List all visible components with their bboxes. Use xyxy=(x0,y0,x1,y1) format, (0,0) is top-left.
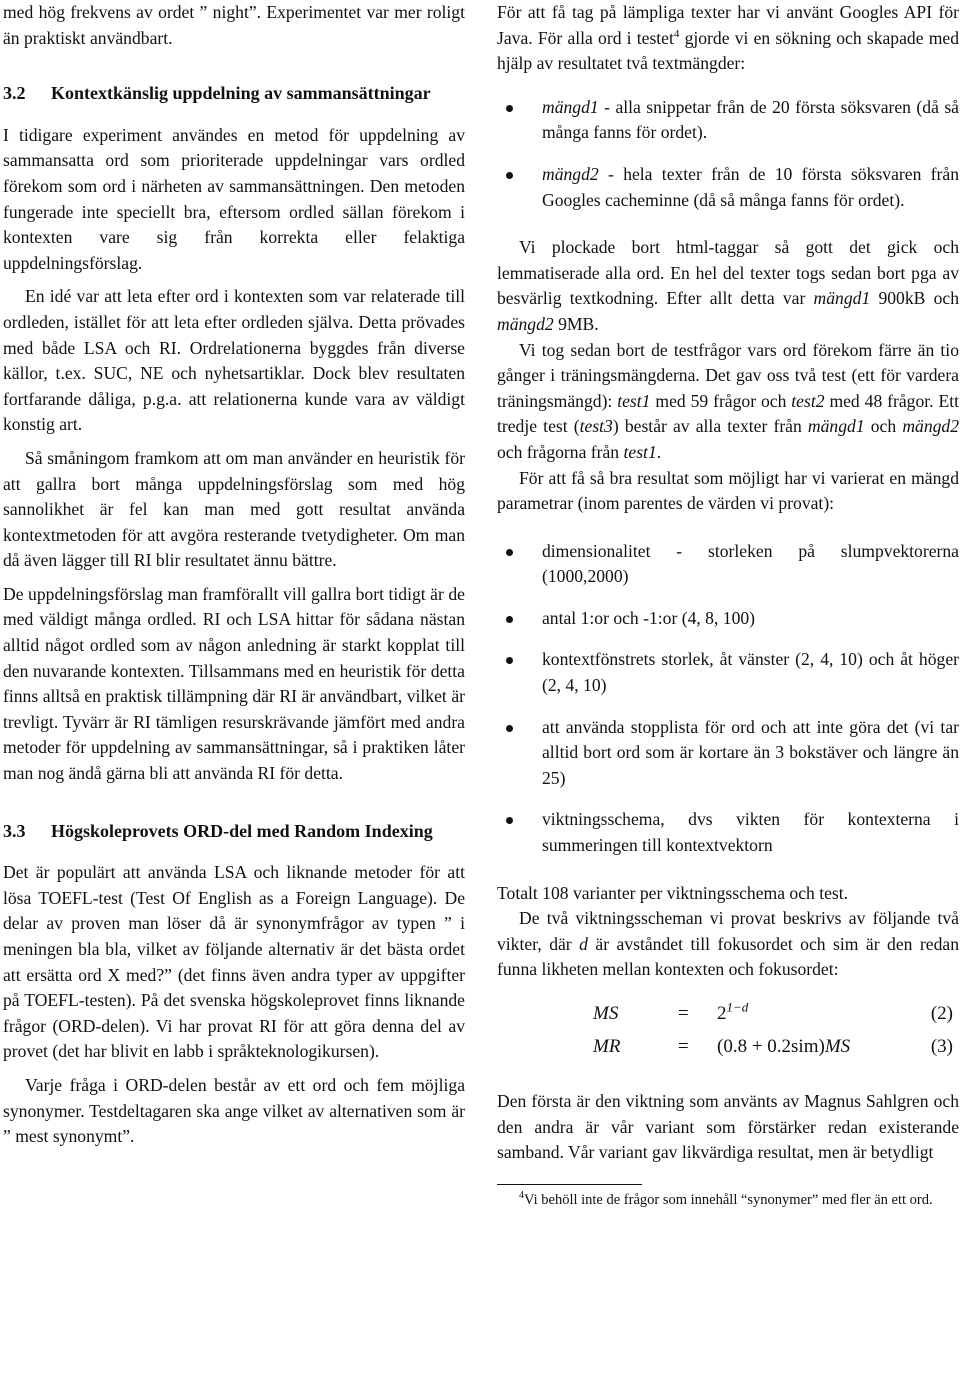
text-set-list xyxy=(497,95,959,213)
left-column xyxy=(3,0,465,1150)
bullet-icon xyxy=(506,657,513,664)
equation-number: (3) xyxy=(930,1036,953,1057)
list-item: dimensionalitet - storleken på slumpvektorerna (1000,2000) xyxy=(497,539,959,590)
paragraph: Vi plockade bort html-taggar så gott det gick och lemmatiserade alla ord. En hel del texter togs sedan bort pga av besvärlig textkodning. Efter allt detta var mängd1 900kB och mängd2 9MB. xyxy=(497,237,960,334)
list-item: mängd2 - hela texter från de 10 första söksvaren från Googles cacheminne (då så många fanns för ordet). xyxy=(497,162,959,213)
paragraph: En idé var att leta efter ord i kontexten som var relaterade till ordleden, istället för att leta efter ordleden själva. Detta prövades med både LSA och RI. Ordrelationerna byggdes från diverse källor, t.ex. SUC, NE och nyhetsartiklar. Dock blev resultaten fortfarande dåliga, p.g.a. att relationerna kunde vara av väldigt konstig art. xyxy=(3,286,465,435)
footnote-marker: 4 xyxy=(673,27,680,40)
paragraph: I tidigare experiment användes en metod för uppdelning av sammansatta ord som prioriterade uppdelningar vars ordled förekom som ord i närheten av sammansättningen. Den metoden fungerade inte speciellt bra, eftersom ordled sällan förekom i kontexten vare sig från korrekta eller felaktiga uppdelningsförslag. xyxy=(3,124,465,273)
paragraph: Så småningom framkom att om man använder en heuristik för att gallra bort många uppdelningsförslag som med hög sannolikhet är fel kan man med gott resultat använda kontextmetoden för att avgöra resterande tvetydigheter. Om man då även lägger till RI blir resultatet ännu bättre. xyxy=(3,447,465,571)
section-number: 3.2 xyxy=(3,83,26,104)
paragraph: De uppdelningsförslag man framförallt vill gallra bort tidigt är de med väldigt många ordled. RI och LSA hittar för sådana nästan alltid något ordled som av någon anledning är starkt kopplat till den nuvarande kontexten. Tillsammans med en heuristik för detta finns alltså en praktisk tillämpning där RI är användbart, vilket är trevligt. Tyvärr är RI tämligen resurskrävande jämfört med andra metoder för uppdelning av sammansättningar, så i praktiken låter man nog ändå gärna bli att använda RI för detta. xyxy=(3,583,465,784)
footnote: $^4$Vi behöll inte de frågor som innehåll “synonymer” med fler än ett ord. xyxy=(519,1189,933,1208)
section-heading-3-2 xyxy=(3,81,465,107)
bullet-icon xyxy=(506,549,513,556)
bullet-icon xyxy=(506,172,513,179)
paragraph: För att få så bra resultat som möjligt har vi varierat en mängd parametrar (inom parentes de värden vi provat): xyxy=(497,467,959,514)
list-item: antal 1:or och -1:or (4, 8, 100) xyxy=(497,606,959,632)
paragraph: För att få tag på lämpliga texter har vi använt Googles API för Java. För alla ord i testet$^4$ gjorde vi en sökning och skapade med hjälp av resultatet två textmängder: xyxy=(497,2,959,74)
bullet-icon xyxy=(506,105,513,112)
list-item: att använda stopplista för ord och att inte göra det (vi tar alltid bort ord som är kortare än 3 bokstäver och längre än 25) xyxy=(497,715,959,792)
paragraph: De två viktningsscheman vi provat beskrivs av följande två vikter, där d är avståndet till fokusordet och sim är den redan funna likheten mellan kontexten och fokusordet: xyxy=(497,908,959,980)
paragraph: Totalt 108 varianter per viktningsschema och test. xyxy=(497,882,849,903)
section-heading-3-3 xyxy=(3,819,465,845)
section-number: 3.3 xyxy=(3,820,26,841)
equation-number: (2) xyxy=(930,1003,953,1024)
paragraph: Vi tog sedan bort de testfrågor vars ord förekom färre än tio gånger i träningsmängderna. Det gav oss två test (ett för vardera träningsmängd): test1 med 59 frågor och test2 med 48 frågor. Ett tredje test (test3) består av alla texter från mängd1 och mängd2 och frågorna från test1. xyxy=(497,339,960,462)
paragraph: Det är populärt att använda LSA och liknande metoder för att lösa TOEFL-test (Test Of English as a Foreign Language). De delar av proven man löser då är synonymfrågor av typen ” i meningen bla bla, vilket av följande alternativ är det bästa ordet att ersätta ord X med?” (det finns även andra typer av uppgifter på TOEFL-testen). På det svenska högskoleprovet finns liknande frågor (ORD-delen). Vi har provat RI för att göra denna del av provet (det har blivit en labb i språkteknologikursen). xyxy=(3,862,465,1062)
section-title: Högskoleprovets ORD-del med Random Indexing xyxy=(51,820,433,841)
right-column xyxy=(497,0,959,1211)
equation-2: MS = $2^{1-d}$ (2) xyxy=(497,1001,959,1034)
parameter-list xyxy=(497,539,959,859)
equations xyxy=(497,1001,959,1067)
equation-3: MR = (0.8 + 0.2sim)MS (3) xyxy=(497,1034,959,1067)
list-item: kontextfönstrets storlek, åt vänster (2, 4, 10) och åt höger (2, 4, 10) xyxy=(497,647,959,698)
list-item: mängd1 - alla snippetar från de 20 första söksvaren (då så många fanns för ordet). xyxy=(497,95,959,146)
bullet-icon xyxy=(506,725,513,732)
paragraph: Den första är den viktning som använts av Magnus Sahlgren och den andra är vår variant som förstärker redan existerande samband. Vår variant gav likvärdiga resultat, men är betydligt xyxy=(497,1091,959,1163)
paragraph: med hög frekvens av ordet ” night”. Experimentet var mer roligt än praktiskt användbart. xyxy=(3,2,465,48)
footnote-rule xyxy=(497,1184,642,1185)
bullet-icon xyxy=(506,817,513,824)
paragraph: Varje fråga i ORD-delen består av ett ord och fem möjliga synonymer. Testdeltagaren ska ange vilket av alternativen som är ” mest synonymt”. xyxy=(3,1074,465,1147)
bullet-icon xyxy=(506,616,513,623)
section-title: Kontextkänslig uppdelning av sammansättningar xyxy=(51,83,431,104)
list-item: viktningsschema, dvs vikten för kontexterna i summeringen till kontextvektorn xyxy=(497,807,959,858)
